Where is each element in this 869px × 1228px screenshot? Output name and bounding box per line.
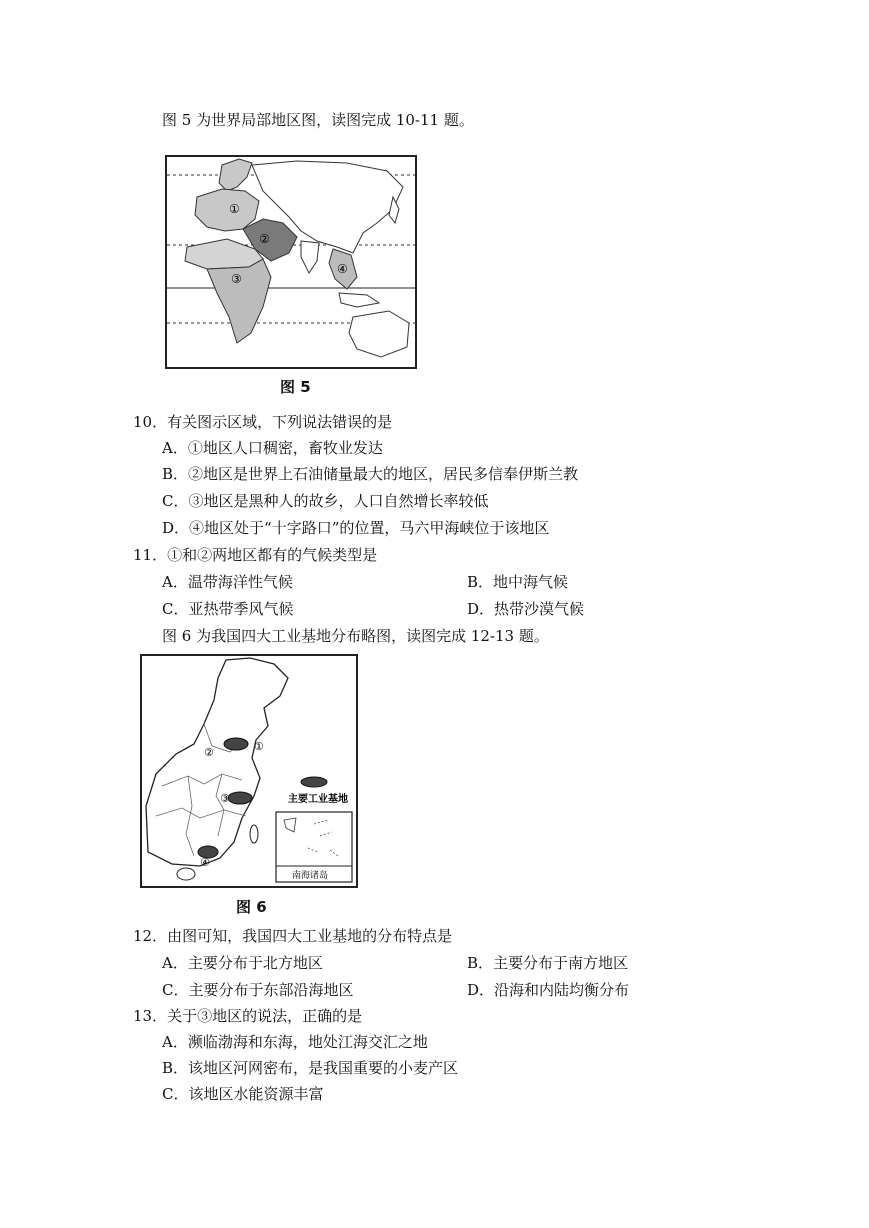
q11-stem: 11．①和②两地区都有的气候类型是 bbox=[133, 546, 378, 564]
q10-option-a: A．①地区人口稠密，畜牧业发达 bbox=[162, 439, 383, 457]
q13-option-a: A．濒临渤海和东海，地处江海交汇之地 bbox=[162, 1033, 428, 1051]
q11-option-c: C．亚热带季风气候 bbox=[162, 600, 294, 618]
map-label-1: ① bbox=[229, 202, 240, 216]
map-label-2: ② bbox=[259, 232, 270, 246]
q12-option-a: A．主要分布于北方地区 bbox=[162, 954, 323, 972]
figure6-china-map bbox=[140, 654, 358, 888]
q13-option-b: B．该地区河网密布，是我国重要的小麦产区 bbox=[162, 1059, 459, 1077]
base-label-2: ② bbox=[204, 746, 214, 759]
q11-option-b: B．地中海气候 bbox=[467, 573, 569, 591]
q12-option-b: B．主要分布于南方地区 bbox=[467, 954, 629, 972]
base-3-marker bbox=[228, 792, 252, 804]
figure5-world-map bbox=[165, 155, 417, 369]
q10-option-d: D．④地区处于“十字路口”的位置，马六甲海峡位于该地区 bbox=[162, 519, 550, 537]
base-1-marker bbox=[224, 738, 248, 750]
base-label-1: ① bbox=[254, 740, 264, 753]
q12-option-c: C．主要分布于东部沿海地区 bbox=[162, 981, 354, 999]
map-label-3: ③ bbox=[231, 272, 242, 286]
q12-stem: 12．由图可知，我国四大工业基地的分布特点是 bbox=[133, 927, 453, 945]
q12-option-d: D．沿海和内陆均衡分布 bbox=[467, 981, 630, 999]
figure6-caption: 图 6 bbox=[236, 898, 267, 916]
q10-stem: 10．有关图示区域，下列说法错误的是 bbox=[133, 413, 393, 431]
q13-stem: 13．关于③地区的说法，正确的是 bbox=[133, 1007, 363, 1025]
q10-option-c: C．③地区是黑种人的故乡，人口自然增长率较低 bbox=[162, 492, 489, 510]
q11-option-d: D．热带沙漠气候 bbox=[467, 600, 585, 618]
world-map-drawing bbox=[167, 157, 415, 367]
figure6-intro: 图 6 为我国四大工业基地分布略图，读图完成 12-13 题。 bbox=[162, 627, 549, 645]
q11-option-a: A．温带海洋性气候 bbox=[162, 573, 293, 591]
q13-option-c: C．该地区水能资源丰富 bbox=[162, 1085, 324, 1103]
inset-label: 南海诸岛 bbox=[292, 871, 329, 881]
china-map-drawing bbox=[142, 656, 356, 886]
q10-option-b: B．②地区是世界上石油储量最大的地区，居民多信奉伊斯兰教 bbox=[162, 465, 579, 483]
map-label-4: ④ bbox=[337, 262, 348, 276]
figure5-caption: 图 5 bbox=[280, 378, 311, 396]
legend-symbol bbox=[301, 777, 327, 787]
base-label-3: ③ bbox=[220, 792, 230, 805]
base-label-4: ④ bbox=[200, 856, 210, 869]
legend-label: 主要工业基地 bbox=[288, 794, 348, 805]
figure5-intro: 图 5 为世界局部地区图，读图完成 10-11 题。 bbox=[162, 111, 474, 129]
